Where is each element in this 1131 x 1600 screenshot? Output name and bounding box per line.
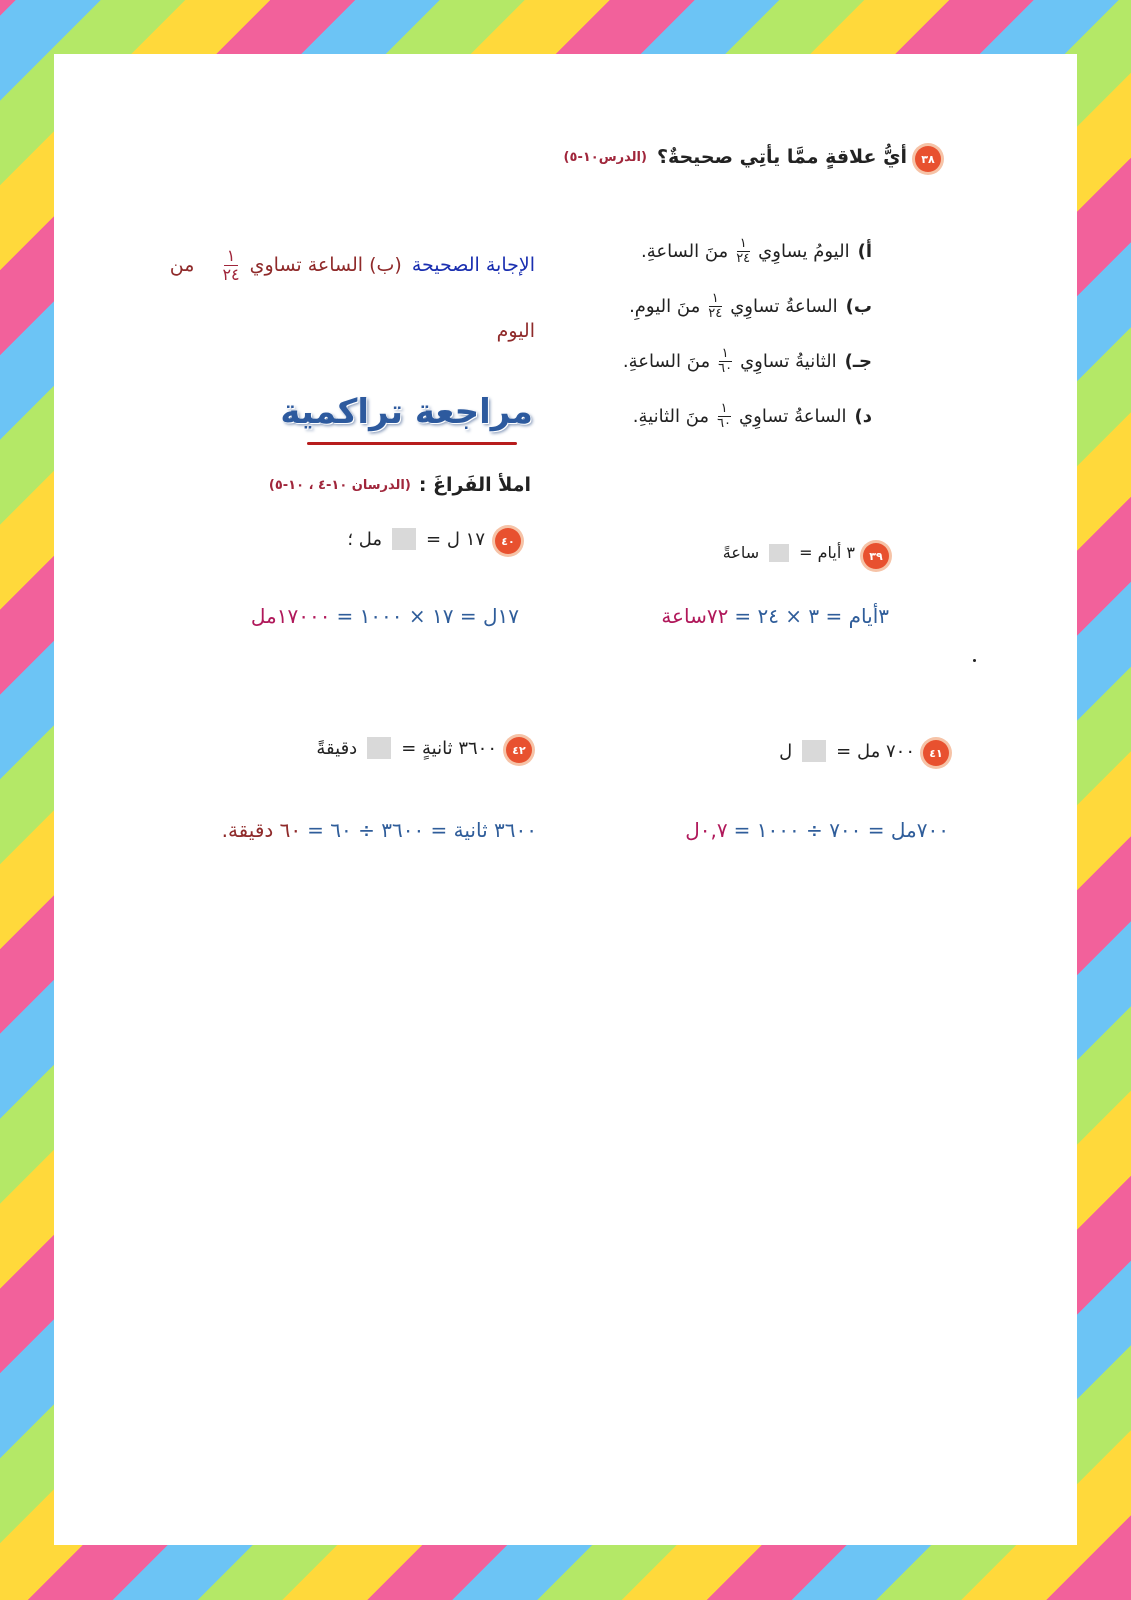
question-39-left: ٣ أيام = (799, 543, 855, 562)
question-40-left: ١٧ ل = (426, 528, 485, 550)
option-b-suffix: منَ اليومِ. (629, 296, 701, 318)
option-a-letter: أ) (857, 241, 872, 263)
question-38-lesson: (الدرس١٠-٥) (563, 149, 647, 165)
answer-38-fraction (222, 247, 239, 283)
answer-39-end: ٧٢ساعة (661, 604, 729, 628)
question-39-badge: ٣٩ (863, 543, 889, 569)
question-38-title: أيُّ علاقةٍ ممَّا يأتِي صحيحةٌ؟ (656, 146, 907, 168)
option-a-numerator: ١ (737, 237, 750, 252)
option-b-denominator: ٢٤ (708, 306, 723, 322)
question-39-exercise (723, 543, 855, 562)
answer-42-end: ٦٠ دقيقة. (221, 818, 302, 842)
option-d (633, 402, 872, 432)
question-40-blank[interactable] (392, 528, 416, 550)
option-d-suffix: منَ الثانيةِ. (632, 406, 710, 428)
question-40-badge: ٤٠ (495, 528, 521, 554)
question-41-right: ل (779, 740, 793, 762)
option-d-fraction (717, 402, 731, 432)
question-39-blank[interactable] (769, 544, 789, 562)
review-title-underline (307, 442, 517, 445)
option-d-numerator: ١ (718, 402, 731, 417)
question-40-exercise (347, 528, 485, 550)
answer-41 (685, 818, 949, 842)
question-41-exercise (779, 740, 915, 762)
answer-41-start: ٧٠٠مل = ٧٠٠ ÷ ١٠٠٠ = (733, 818, 949, 842)
answer-42 (222, 818, 537, 842)
answer-38-label: الإجابة الصحيحة (411, 254, 535, 277)
question-41-badge: ٤١ (923, 740, 949, 766)
fill-blank-lessons: (الدرسان ١٠-٤ ، ١٠-٥) (268, 477, 411, 493)
question-42-exercise (316, 737, 497, 759)
option-a-text: اليومُ يساوِي (758, 241, 850, 263)
question-41-left: ٧٠٠ مل = (836, 740, 915, 762)
answer-38-denominator: ٢٤ (222, 264, 240, 284)
answer-40-start: ١٧ل = ١٧ × ١٠٠٠ = (336, 604, 519, 628)
question-41-blank[interactable] (802, 740, 826, 762)
option-d-text: الساعةُ تساوِي (739, 406, 847, 428)
answer-38 (170, 247, 535, 283)
option-c (623, 347, 872, 377)
answer-38-numerator: ١ (224, 247, 239, 266)
answer-40 (251, 604, 519, 628)
answer-42-start: ٣٦٠٠ ثانية = ٣٦٠٠ ÷ ٦٠ = (307, 818, 537, 842)
option-b (629, 292, 872, 322)
question-40-right: مل ؛ (347, 528, 383, 550)
option-c-fraction (718, 347, 732, 377)
question-38-header (564, 146, 907, 168)
question-42-badge: ٤٢ (506, 737, 532, 763)
question-38-badge: ٣٨ (915, 146, 941, 172)
question-42-right: دقيقةً (316, 737, 358, 759)
worksheet-page (54, 54, 1077, 1545)
option-b-letter: ب) (845, 296, 872, 318)
option-c-denominator: ٦٠ (718, 361, 733, 377)
review-title: مراجعة تراكمية (280, 392, 533, 432)
option-c-text: الثانيةُ تساوِي (740, 351, 837, 373)
option-a-denominator: ٢٤ (736, 251, 751, 267)
answer-41-end: ٠,٧ل (685, 818, 728, 842)
question-42-left: ٣٦٠٠ ثانيةٍ = (401, 737, 497, 759)
option-b-fraction (708, 292, 722, 322)
option-d-denominator: ٦٠ (717, 416, 732, 432)
fill-blank-header (269, 474, 531, 496)
option-a-suffix: منَ الساعةِ. (640, 241, 729, 263)
option-a (641, 237, 872, 267)
option-c-numerator: ١ (719, 347, 732, 362)
answer-38-choice: (ب) الساعة تساوي (249, 254, 402, 277)
stray-dot (973, 659, 976, 662)
option-d-letter: د) (854, 406, 872, 428)
question-39-right: ساعةً (722, 543, 760, 562)
option-c-suffix: منَ الساعةِ. (622, 351, 711, 373)
answer-38-line2: اليوم (496, 320, 535, 342)
answer-38-tail: من (169, 254, 195, 277)
option-a-fraction (736, 237, 750, 267)
question-42-blank[interactable] (367, 737, 391, 759)
option-c-letter: جـ) (844, 351, 872, 373)
fill-blank-label: املأ الفَراغَ : (418, 474, 531, 496)
option-b-numerator: ١ (709, 292, 722, 307)
option-b-text: الساعةُ تساوِي (730, 296, 838, 318)
answer-39 (661, 604, 889, 628)
answer-40-end: ١٧٠٠٠مل (250, 604, 331, 628)
answer-39-start: ٣أيام = ٣ × ٢٤ = (734, 604, 889, 628)
